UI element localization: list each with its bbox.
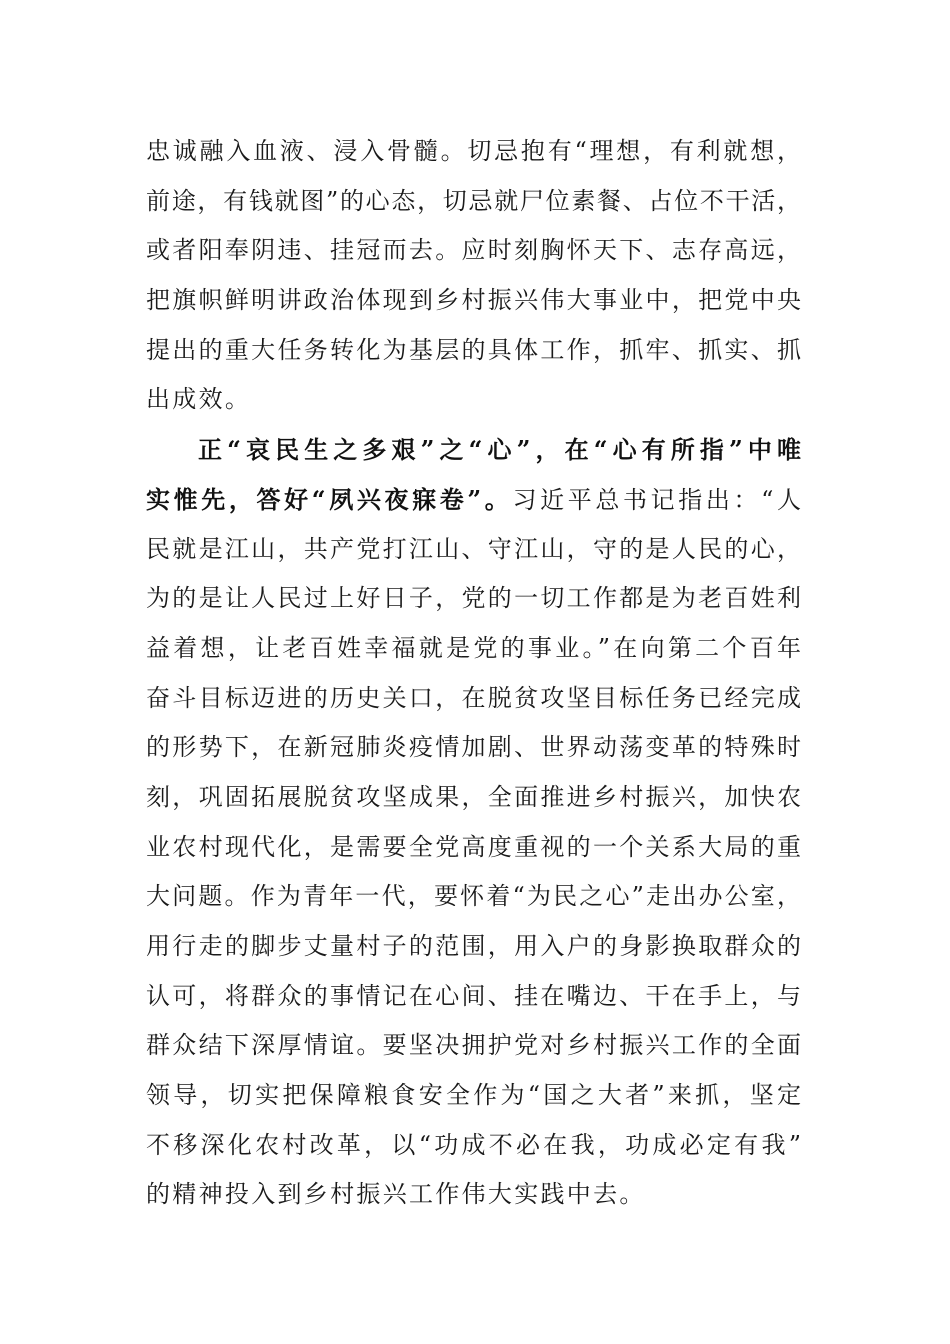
text-line: 认可，将群众的事情记在心间、挂在嘴边、干在手上，与 xyxy=(146,981,801,1010)
text-segment: 习近平总书记指出：“人 xyxy=(512,485,802,514)
text-line: 的精神投入到乡村振兴工作伟大实践中去。 xyxy=(146,1180,646,1209)
text-line: 用行走的脚步丈量村子的范围，用入户的身影换取群众的 xyxy=(146,932,801,960)
text-line: 提出的重大任务转化为基层的具体工作，抓牢、抓实、抓 xyxy=(146,335,801,364)
text-line: 民就是江山，共产党打江山、守江山，守的是人民的心， xyxy=(146,534,801,563)
text-line: 业农村现代化，是需要全党高度重视的一个关系大局的重 xyxy=(146,832,801,861)
section-heading-line: 正“哀民生之多艰”之“心”，在“心有所指”中唯 xyxy=(198,435,801,465)
text-line: 领导，切实把保障粮食安全作为“国之大者”来抓，坚定 xyxy=(146,1081,801,1110)
text-line: 益着想，让老百姓幸福就是党的事业。”在向第二个百年 xyxy=(146,633,801,662)
mixed-line xyxy=(146,475,801,525)
text-line: 前途，有钱就图”的心态，切忌就尸位素餐、占位不干活， xyxy=(146,186,801,215)
section-heading-text: 实惟先，答好“夙兴夜寐卷”。 xyxy=(146,484,513,514)
text-line: 忠诚融入血液、浸入骨髓。切忌抱有“理想，有利就想， xyxy=(146,137,801,165)
text-line: 刻，巩固拓展脱贫攻坚成果，全面推进乡村振兴，加快农 xyxy=(146,782,801,811)
text-line: 出成效。 xyxy=(146,385,252,414)
text-line: 大问题。作为青年一代，要怀着“为民之心”走出办公室， xyxy=(146,882,801,911)
text-line: 不移深化农村改革，以“功成不必在我，功成必定有我” xyxy=(146,1130,801,1159)
text-line: 群众结下深厚情谊。要坚决拥护党对乡村振兴工作的全面 xyxy=(146,1031,801,1060)
text-line: 或者阳奉阴违、挂冠而去。应时刻胸怀天下、志存高远， xyxy=(146,236,801,265)
text-line: 为的是让人民过上好日子，党的一切工作都是为老百姓利 xyxy=(146,584,801,613)
text-line: 把旗帜鲜明讲政治体现到乡村振兴伟大事业中，把党中央 xyxy=(146,286,801,315)
body-text xyxy=(146,127,801,1220)
text-line: 奋斗目标迈进的历史关口，在脱贫攻坚目标任务已经完成 xyxy=(146,683,801,712)
text-line: 的形势下，在新冠肺炎疫情加剧、世界动荡变革的特殊时 xyxy=(146,733,801,762)
